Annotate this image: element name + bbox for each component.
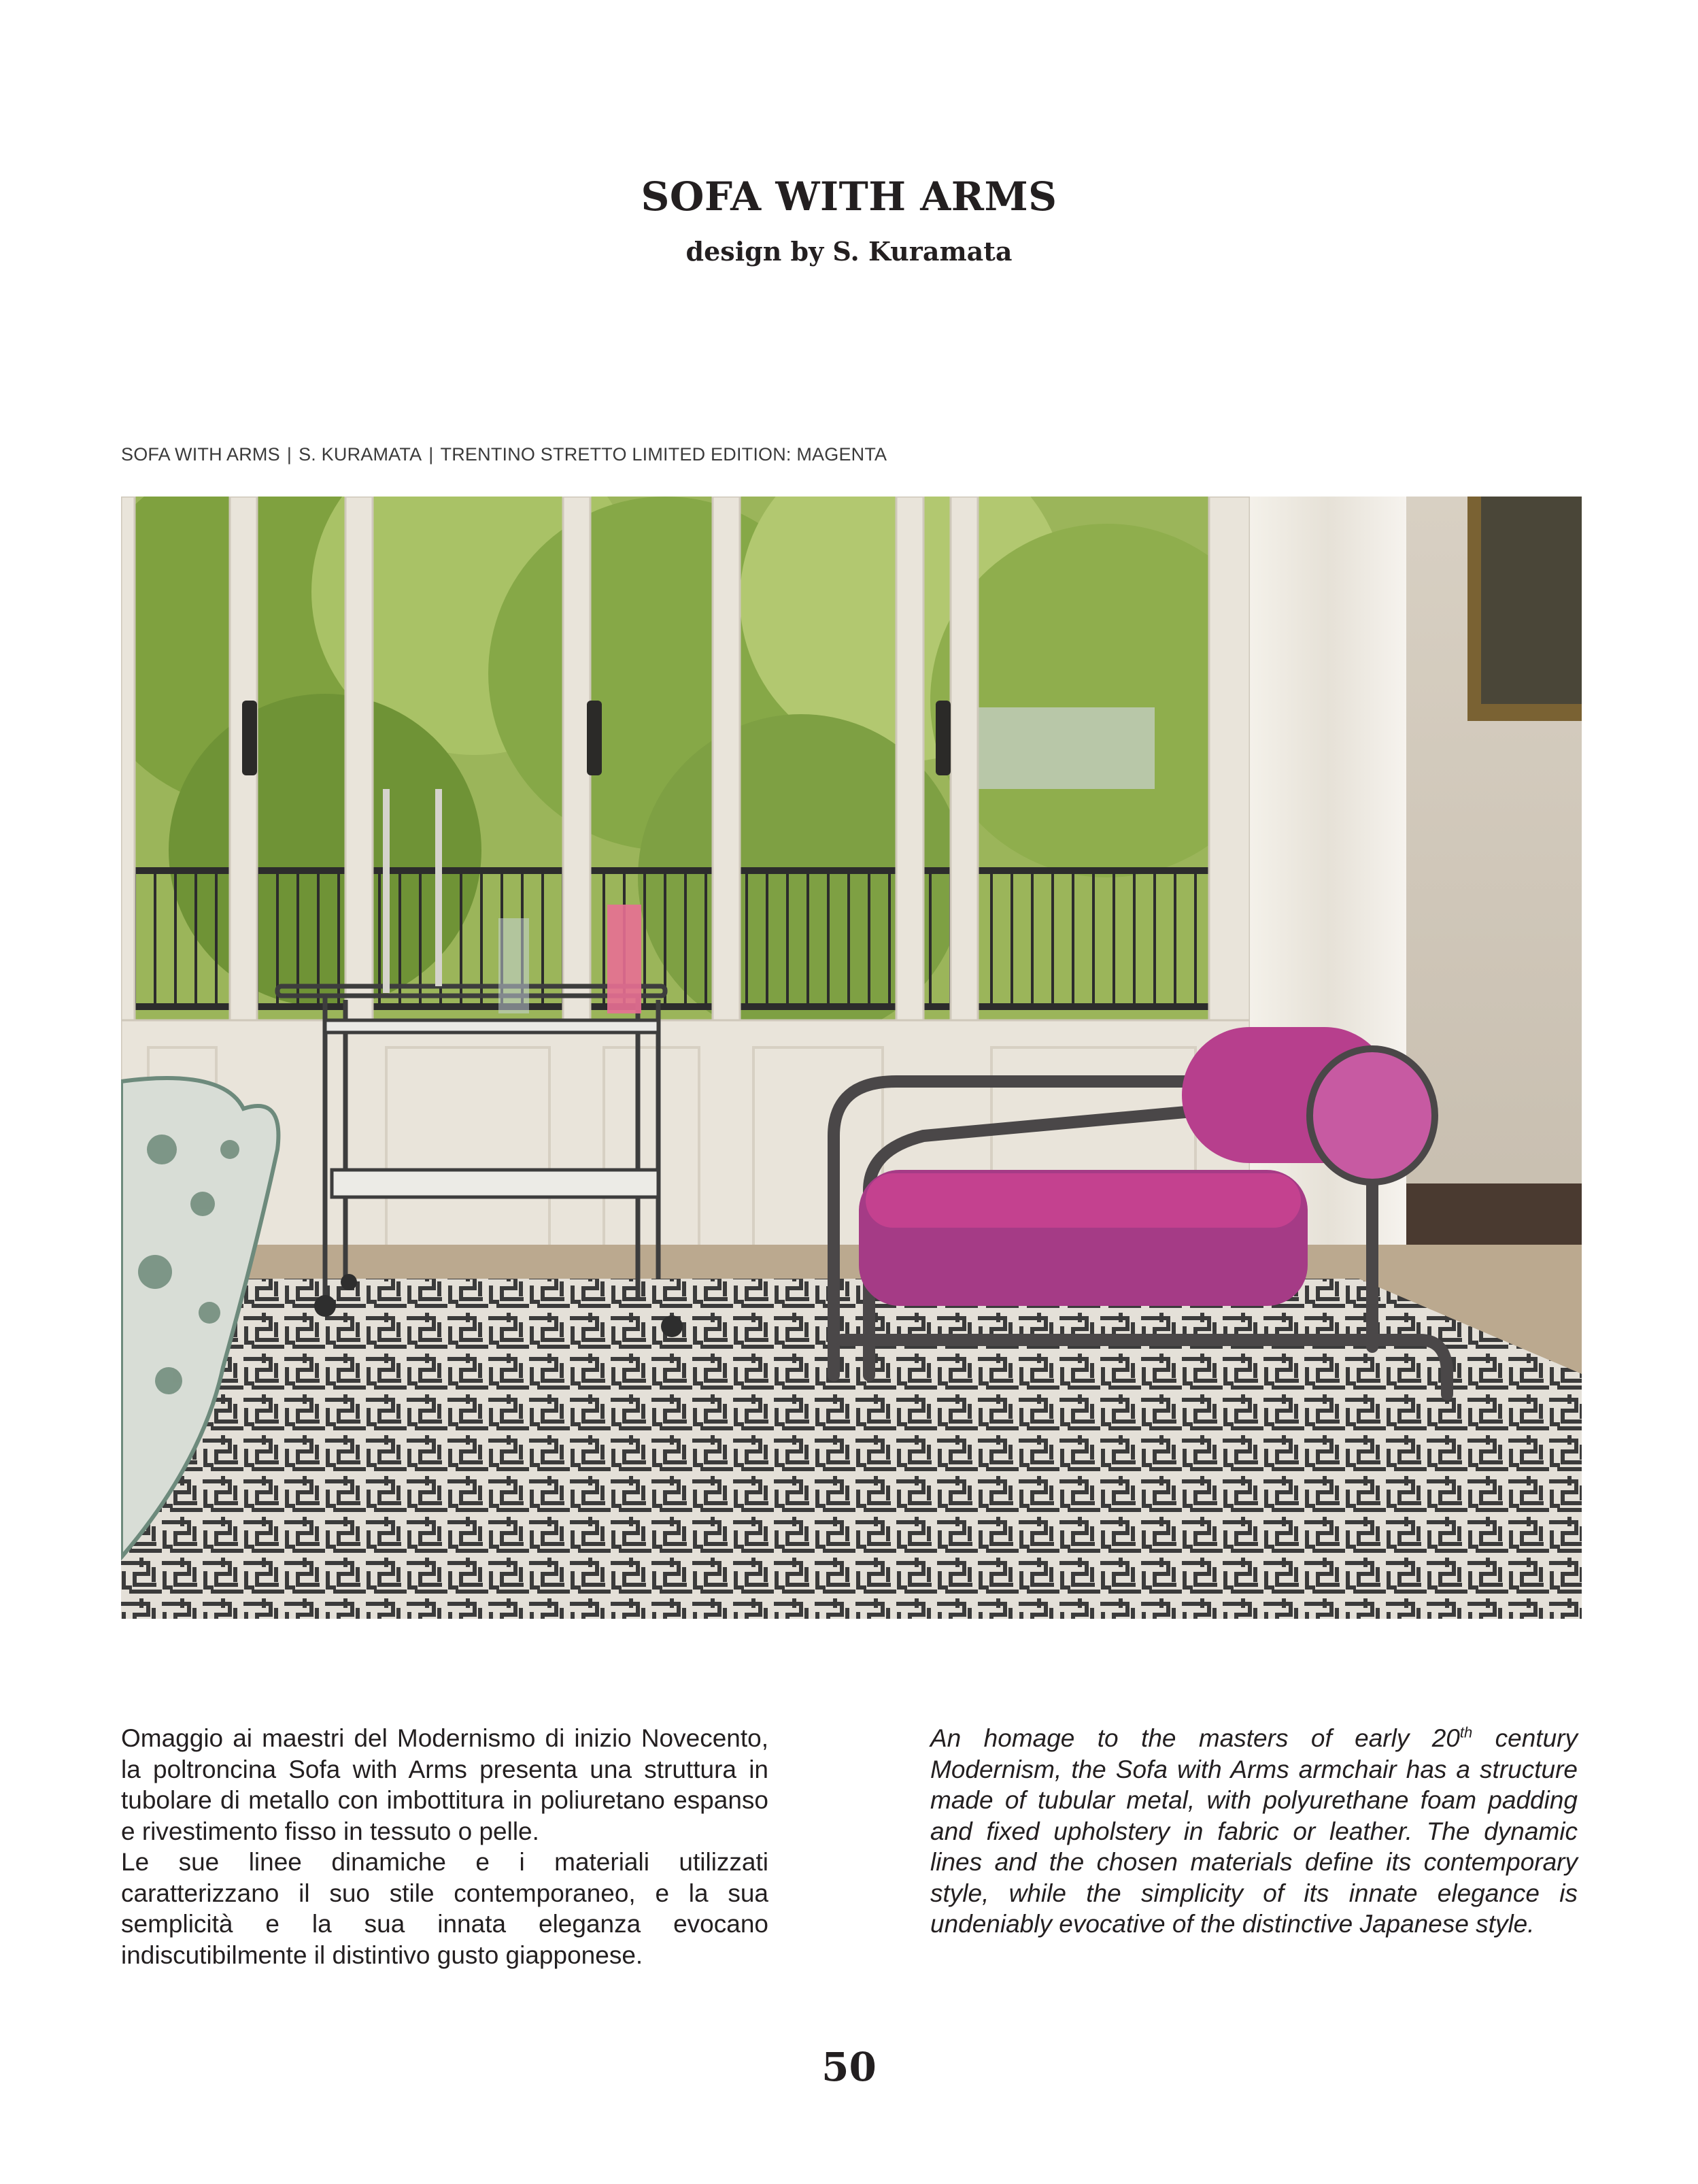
caption-separator: |	[286, 444, 292, 465]
product-photo	[121, 497, 1582, 1619]
page-title: SOFA WITH ARMS	[641, 173, 1057, 220]
ordinal-superscript: th	[1459, 1724, 1473, 1741]
caption-designer: S. KURAMATA	[299, 444, 422, 465]
description-english-paragraph	[930, 1723, 1578, 1940]
photo-caption	[121, 444, 887, 465]
page-number: 50	[821, 2044, 877, 2090]
description-italian-paragraph: Le sue linee dinamiche e i materiali utilizzati caratterizzano il suo stile contemporaneo, e la sua semplicità e la sua innata eleganza evocano indiscutibilmente il distintivo gusto giapponese.	[121, 1848, 768, 1969]
caption-product: SOFA WITH ARMS	[121, 444, 280, 465]
description-english	[930, 1723, 1578, 1940]
description-italian	[121, 1723, 768, 1970]
designer-subtitle: design by S. Kuramata	[685, 236, 1013, 267]
english-text-start: An homage to the masters of early 20	[930, 1724, 1460, 1752]
description-italian-paragraph: Omaggio ai maestri del Modernismo di inizio Novecento, la poltroncina Sofa with Arms presenta una struttura in tubolare di metallo con imbottitura in poliuretano espanso e rivestimento fisso in tessuto o pelle.	[121, 1724, 768, 1845]
english-text-rest: century Modernism, the Sofa with Arms armchair has a structure made of tubular metal, with polyurethane foam padding and fixed upholstery in fabric or leather. The dynamic lines and the chosen materials define its contemporary style, while the simplicity of its innate elegance is undeniably evocative of the distinctive Japanese style.	[930, 1724, 1578, 1938]
caption-edition: TRENTINO STRETTO LIMITED EDITION: MAGENTA	[440, 444, 887, 465]
caption-separator: |	[428, 444, 434, 465]
